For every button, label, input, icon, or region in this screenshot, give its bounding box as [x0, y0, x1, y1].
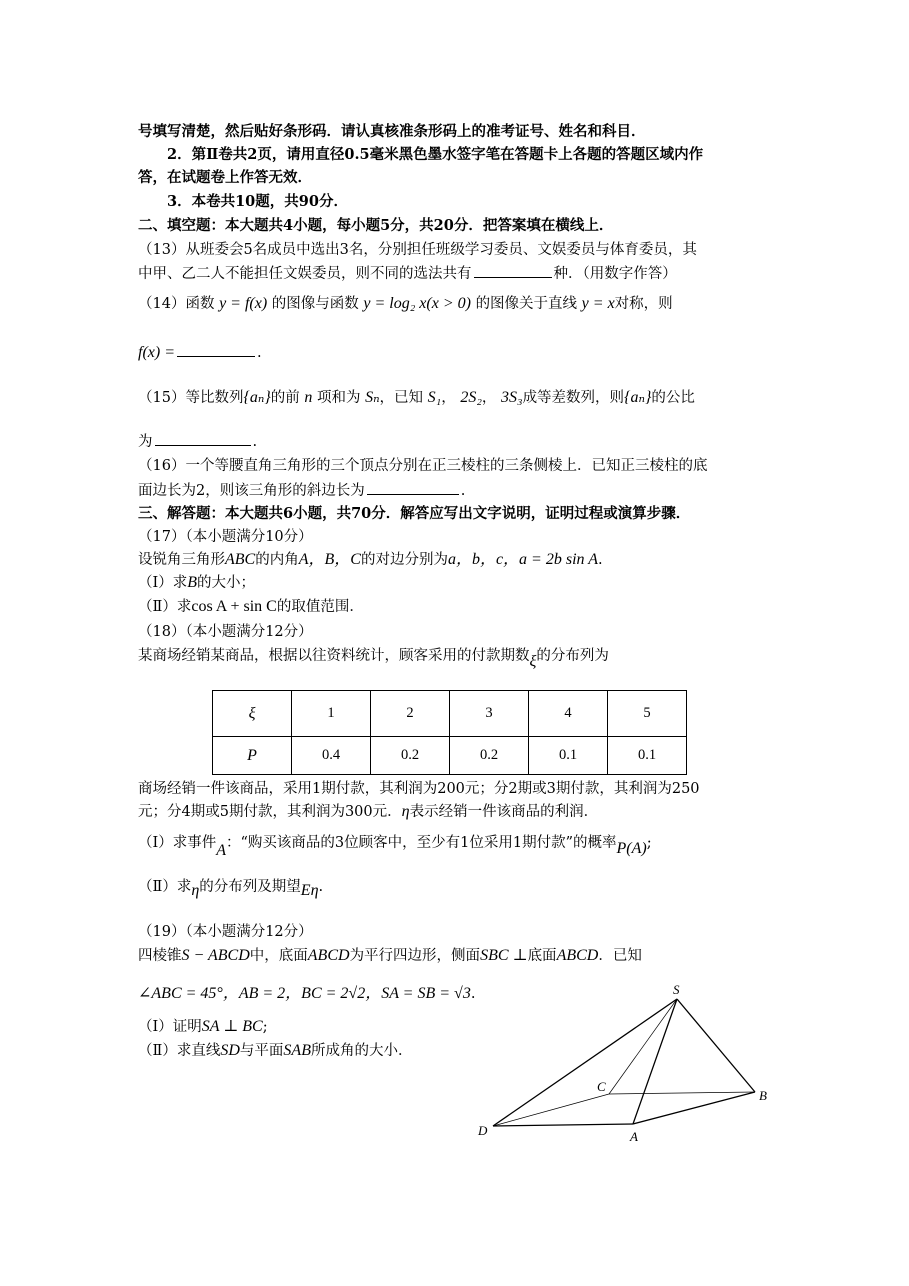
q18-part-2: （Ⅱ）求η的分布列及期望Eη.	[138, 879, 324, 899]
table-cell: 5	[608, 691, 687, 737]
q17-header: （17）（本小题满分10分）	[138, 529, 313, 545]
table-cell: P	[213, 737, 292, 775]
edge-ab	[633, 1092, 755, 1124]
edge-as	[633, 999, 677, 1124]
note-line-1: 号填写清楚，然后贴好条形码．请认真核准条形码上的准考证号、姓名和科目．	[138, 123, 646, 140]
q18-math-eta: η	[401, 803, 410, 820]
edge-ds	[493, 999, 677, 1126]
q16-text: 面边长为2，则该三角形的斜边长为	[138, 483, 365, 499]
q15-math-5: 2S₂	[460, 389, 482, 406]
q17-part-2-math: cos A + sin C	[191, 598, 277, 615]
q17-stem: 设锐角三角形ABC的内角A，B，C的对边分别为a，b，c，a = 2b sin A.	[138, 551, 603, 568]
q18-part-1-text: ：“购买该商品的3位顾客中，至少有1位采用1期付款”的概率	[226, 835, 617, 851]
q18-part-1-math: A	[216, 842, 227, 859]
q18-text-1: 某商场经销某商品，根据以往资料统计，顾客采用的付款期数	[138, 648, 530, 664]
q13-line-1: （13）从班委会5名成员中选出3名，分别担任班级学习委员、文娱委员与体育委员，其	[138, 242, 697, 258]
q16-answer-blank[interactable]	[367, 480, 459, 495]
q17-text-1: 设锐角三角形	[138, 552, 225, 568]
q18-text-4: 表示经销一件该商品的利润．	[409, 804, 599, 820]
q17-part-1	[138, 573, 255, 593]
q18-header: （18）（本小题满分12分）	[138, 624, 313, 640]
q19-part-1-label: （Ⅰ）证明	[138, 1019, 202, 1035]
q14-formula-1: y = f(x)	[219, 295, 268, 312]
q17-part-1-math: B	[187, 574, 198, 591]
q15-math-4: S₁	[427, 389, 442, 406]
q19-math-2: ABCD	[307, 947, 350, 964]
q14-formula-2: y = log₂ x(x > 0)	[363, 295, 471, 312]
q18-part-2-math: η	[191, 882, 200, 899]
q19-part-2-text-end: 所成角的大小．	[310, 1043, 413, 1059]
vertex-label-c: C	[597, 1079, 606, 1094]
section-3-title: 三、解答题：本大题共6小题，共70分．解答应写出文字说明，证明过程或演算步骤．	[138, 505, 691, 522]
q18-part-1: （Ⅰ）求事件A：“购买该商品的3位顾客中，至少有1位采用1期付款”的概率P(A);	[138, 835, 652, 859]
q18-part-1-prob: P(A)	[616, 840, 647, 857]
edge-dc	[493, 1094, 609, 1126]
table-row	[213, 737, 687, 775]
q18-part-1-label: （Ⅰ）求事件	[138, 835, 217, 851]
note-line-3: 答，在试题卷上作答无效．	[138, 169, 312, 186]
q16-line-1: （16）一个等腰直角三角形的三个顶点分别在正三棱柱的三条侧棱上．已知正三棱柱的底	[138, 458, 708, 474]
q14-label: （14）函数	[138, 296, 215, 312]
section-2-title: 二、填空题：本大题共4小题，每小题5分，共20分．把答案填在横线上．	[138, 217, 614, 234]
note-line-2: 2．第Ⅱ卷共2页，请用直径0.5毫米黑色墨水签字笔在答题卡上各题的答题区域内作	[167, 146, 704, 163]
q19-part-1-math: SA ⊥ BC	[201, 1018, 263, 1035]
vertex-label-b: B	[759, 1088, 767, 1103]
q18-text-3: 元；分4期或5期付款，其利润为300元．	[138, 804, 402, 820]
edge-da	[493, 1124, 633, 1126]
table-cell: 3	[450, 691, 529, 737]
table-cell: 0.1	[608, 737, 687, 775]
q19-text-3: 为平行四边形，侧面	[349, 948, 481, 964]
vertex-label-d: D	[478, 1123, 488, 1138]
q15-answer-blank[interactable]	[155, 431, 251, 446]
q14-line-2: f(x) = .	[138, 344, 262, 361]
q15-line-1: （15）等比数列{aₙ}的前 n 项和为 Sₙ，已知 S₁， 2S₂， 3S₃成等差数列，则{aₙ}的公比	[138, 389, 695, 406]
q14-line-1	[138, 294, 673, 314]
q19-part-2	[138, 1041, 412, 1061]
vertex-label-a: A	[630, 1129, 638, 1144]
q13-text: 中甲、乙二人不能担任文娱委员，则不同的选法共有	[138, 266, 472, 282]
edge-cs	[609, 999, 677, 1094]
q17-math-1: ABC	[225, 551, 256, 568]
q15-math-6: 3S₃	[501, 389, 523, 406]
q15-text-4: 成等差数列，则	[522, 390, 625, 406]
q18-text-line-1: 商场经销一件该商品，采用1期付款，其利润为200元；分2期或3期付款，其利润为250	[138, 781, 700, 797]
vertex-label-s: S	[673, 982, 680, 997]
q19-part-1: （Ⅰ）证明SA ⊥ BC;	[138, 1018, 268, 1035]
q15-text-5: 的公比	[651, 390, 695, 406]
q18-math-xi: ξ	[529, 653, 537, 670]
q19-math-3: SBC ⊥	[480, 947, 528, 964]
q14-formula-4: f(x) =	[138, 344, 175, 361]
q17-math-3: a，b，c，a = 2b sin A	[447, 551, 599, 568]
q19-text-1: 四棱锥	[138, 948, 182, 964]
table-cell: 1	[292, 691, 371, 737]
q17-text-3: 的对边分别为	[360, 552, 448, 568]
q17-part-2-text: 的取值范围．	[276, 599, 364, 615]
note-line-4: 3．本卷共10题，共90分．	[167, 193, 348, 210]
table-cell: 4	[529, 691, 608, 737]
q17-part-1-text: 的大小；	[197, 575, 256, 591]
q19-stem-2: ∠ABC = 45°，AB = 2，BC = 2√2，SA = SB = √3.	[138, 985, 476, 1002]
q13-text-end: 种．（用数字作答）	[553, 266, 677, 282]
q18-part-2-expect: Eη	[300, 882, 319, 899]
q15-line-2: 为 .	[138, 431, 257, 452]
q15-text-3: ，已知	[379, 390, 424, 406]
q17-part-1-label: （Ⅰ）求	[138, 575, 188, 591]
q18-text-line-2	[138, 802, 598, 822]
q17-text-2: 的内角	[255, 552, 299, 568]
table-cell: 0.1	[529, 737, 608, 775]
q18-text-2: 的分布列为	[536, 648, 609, 664]
q19-math-1: S − ABCD	[181, 947, 250, 964]
q14-text-3: 对称，则	[614, 296, 673, 312]
q17-math-2: A，B，C	[298, 551, 361, 568]
pyramid-figure	[470, 982, 780, 1152]
q17-part-2	[138, 597, 364, 617]
q19-text-2: 中，底面	[249, 948, 308, 964]
q15-math-1: {aₙ}	[243, 389, 271, 406]
q15-math-7: {aₙ}	[624, 389, 652, 406]
table-row	[213, 691, 687, 737]
q19-header: （19）（本小题满分12分）	[138, 924, 313, 940]
q14-text-2: 的图像关于直线	[475, 296, 578, 312]
q18-stem	[138, 646, 609, 670]
q15-label: （15）等比数列	[138, 390, 244, 406]
q18-part-2-text: 的分布列及期望	[199, 879, 301, 895]
q19-math-5: ∠ABC = 45°，AB = 2，BC = 2√2，SA = SB = √3	[138, 985, 471, 1002]
q15-math-3: Sₙ	[365, 389, 380, 406]
q19-text-5: ．已知	[598, 948, 642, 964]
table-cell: 2	[371, 691, 450, 737]
q18-part-2-label: （Ⅱ）求	[138, 879, 192, 895]
distribution-table	[212, 690, 687, 775]
table-cell: 0.2	[371, 737, 450, 775]
q15-math-2: n	[304, 389, 313, 406]
table-cell: 0.4	[292, 737, 371, 775]
q19-part-2-math-1: SD	[220, 1042, 240, 1059]
q14-formula-3: y = x	[581, 295, 615, 312]
q14-text-1: 的图像与函数	[271, 296, 359, 312]
table-cell: 0.2	[450, 737, 529, 775]
q15-text-6: 为	[138, 434, 153, 450]
q19-part-2-text: 与平面	[239, 1043, 284, 1059]
q15-text-1: 的前	[270, 390, 300, 406]
q17-part-2-label: （Ⅱ）求	[138, 599, 192, 615]
q19-math-4: ABCD	[556, 947, 599, 964]
q14-answer-blank[interactable]	[177, 342, 255, 357]
q16-line-2: 面边长为2，则该三角形的斜边长为 .	[138, 480, 465, 501]
q19-text-4: 底面	[527, 948, 557, 964]
q19-part-2-label: （Ⅱ）求直线	[138, 1043, 221, 1059]
table-cell: ξ	[213, 691, 292, 737]
edge-bs	[677, 999, 755, 1092]
q13-answer-blank[interactable]	[474, 263, 552, 278]
edge-cb	[609, 1092, 755, 1094]
q19-stem-1	[138, 946, 642, 966]
q13-line-2	[138, 263, 677, 284]
q15-text-2: 项和为	[316, 390, 361, 406]
q19-part-2-math-2: SAB	[283, 1042, 311, 1059]
